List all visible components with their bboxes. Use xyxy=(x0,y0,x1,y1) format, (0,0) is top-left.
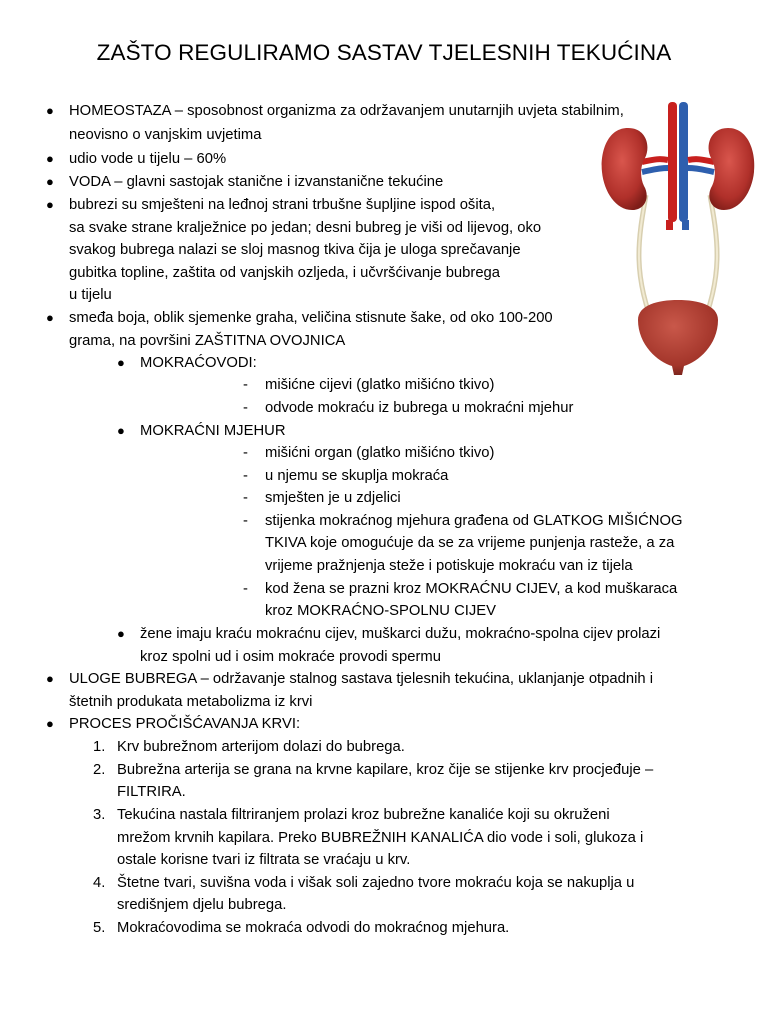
text-line: VODA – glavni sastojak stanične i izvanstanične tekućine xyxy=(69,174,444,190)
dash: - xyxy=(243,400,248,416)
text-line: u njemu se skuplja mokraća xyxy=(265,468,449,484)
text-line: gubitka topline, zaštita od vanjskih ozljeda, i učvršćivanje bubrega xyxy=(69,265,501,281)
text-line: ULOGE BUBREGA – održavanje stalnog sastava tjelesnih tekućina, uklanjanje otpadnih i xyxy=(69,671,653,687)
text-line: vrijeme pražnjenja steže i potiskuje mokraću van iz tijela xyxy=(265,558,633,574)
text-line: grama, na površini ZAŠTITNA OVOJNICA xyxy=(69,333,346,349)
dash: - xyxy=(243,468,248,484)
dash: - xyxy=(243,445,248,461)
text-line: FILTRIRA. xyxy=(117,784,186,800)
bullet: ● xyxy=(46,716,54,731)
text-line: odvode mokraću iz bubrega u mokraćni mjehur xyxy=(265,400,574,416)
left-renal-vein xyxy=(642,168,668,172)
bullet: ● xyxy=(46,151,54,166)
step-number: 2. xyxy=(93,762,106,778)
sub-bullet: ● xyxy=(117,423,125,438)
sub-bullet: ● xyxy=(117,355,125,370)
text-line: HOMEOSTAZA – sposobnost organizma za održavanjem unutarnjih uvjeta stabilnim, xyxy=(69,103,624,119)
dash: - xyxy=(243,490,248,506)
right-kidney xyxy=(709,128,755,210)
text-line: ostale korisne tvari iz filtrata se vraćaju u krv. xyxy=(117,852,411,868)
right-renal-artery xyxy=(688,159,714,162)
text-line: kroz spolni ud i osim mokraće provodi spermu xyxy=(140,649,441,665)
text-line: udio vode u tijelu – 60% xyxy=(69,151,227,167)
subsection-heading: MOKRAĆNI MJEHUR xyxy=(140,423,286,439)
text-line: središnjem djelu bubrega. xyxy=(117,897,287,913)
text-line: stijenka mokraćnog mjehura građena od GLATKOG MIŠIĆNOG xyxy=(265,513,683,529)
dash: - xyxy=(243,377,248,393)
text-line: kod žena se prazni kroz MOKRAĆNU CIJEV, a kod muškaraca xyxy=(265,581,678,597)
bullet: ● xyxy=(46,103,54,118)
dash: - xyxy=(243,581,248,597)
text-line: mrežom krvnih kapilara. Preko BUBREŽNIH KANALIĆA dio vode i soli, glukoza i xyxy=(117,830,644,846)
text-line: svakog bubrega nalazi se sloj masnog tkiva čija je uloga sprečavanje xyxy=(69,242,521,258)
text-line: mišićni organ (glatko mišićno tkivo) xyxy=(265,445,495,461)
text-line: žene imaju kraću mokraćnu cijev, muškarci dužu, mokraćno-spolna cijev prolazi xyxy=(140,626,661,642)
step-number: 1. xyxy=(93,739,106,755)
page-title: ZAŠTO REGULIRAMO SASTAV TJELESNIH TEKUĆINA xyxy=(96,40,672,65)
text-line: štetnih produkata metabolizma iz krvi xyxy=(69,694,313,710)
text-line: sa svake strane kralježnice po jedan; desni bubreg je viši od lijevog, oko xyxy=(69,220,542,236)
text-line: neovisno o vanjskim uvjetima xyxy=(69,127,262,143)
text-line: bubrezi su smješteni na leđnoj strani trbušne šupljine ispod ošita, xyxy=(69,197,496,213)
text-line: mišićne cijevi (glatko mišićno tkivo) xyxy=(265,377,495,393)
left-kidney xyxy=(602,128,648,210)
text-line: Mokraćovodima se mokraća odvodi do mokraćnog mjehura. xyxy=(117,920,510,936)
step-number: 4. xyxy=(93,875,106,891)
text-line: TKIVA koje omogućuje da se za vrijeme punjenja rasteže, a za xyxy=(265,535,675,551)
text-line: u tijelu xyxy=(69,287,112,303)
bladder xyxy=(638,300,718,375)
bullet: ● xyxy=(46,671,54,686)
step-number: 3. xyxy=(93,807,106,823)
bullet: ● xyxy=(46,197,54,212)
text-line: smeđa boja, oblik sjemenke graha, veličina stisnute šake, od oko 100-200 xyxy=(69,310,553,326)
text-line: kroz MOKRAĆNO-SPOLNU CIJEV xyxy=(265,603,497,619)
sub-bullet: ● xyxy=(117,626,125,641)
vena-cava xyxy=(679,102,688,222)
bullet: ● xyxy=(46,310,54,325)
dash: - xyxy=(243,513,248,529)
subsection-heading: PROCES PROČIŠĆAVANJA KRVI: xyxy=(69,716,301,732)
text-line: Tekućina nastala filtriranjem prolazi kroz bubrežne kanaliće koji su okruženi xyxy=(117,807,610,823)
urinary-system-illustration-icon xyxy=(598,100,758,375)
right-renal-vein xyxy=(688,168,714,172)
bullet: ● xyxy=(46,174,54,189)
subsection-heading: MOKRAĆOVODI: xyxy=(140,355,257,371)
text-line: Bubrežna arterija se grana na krvne kapilare, kroz čije se stijenke krv procjeđuje – xyxy=(117,762,654,778)
aorta xyxy=(668,102,677,222)
text-line: Štetne tvari, suvišna voda i višak soli zajedno tvore mokraću koja se nakuplja u xyxy=(117,875,635,891)
text-line: Krv bubrežnom arterijom dolazi do bubrega. xyxy=(117,739,405,755)
left-renal-artery xyxy=(642,159,668,162)
text-line: smješten je u zdjelici xyxy=(265,490,401,506)
step-number: 5. xyxy=(93,920,106,936)
